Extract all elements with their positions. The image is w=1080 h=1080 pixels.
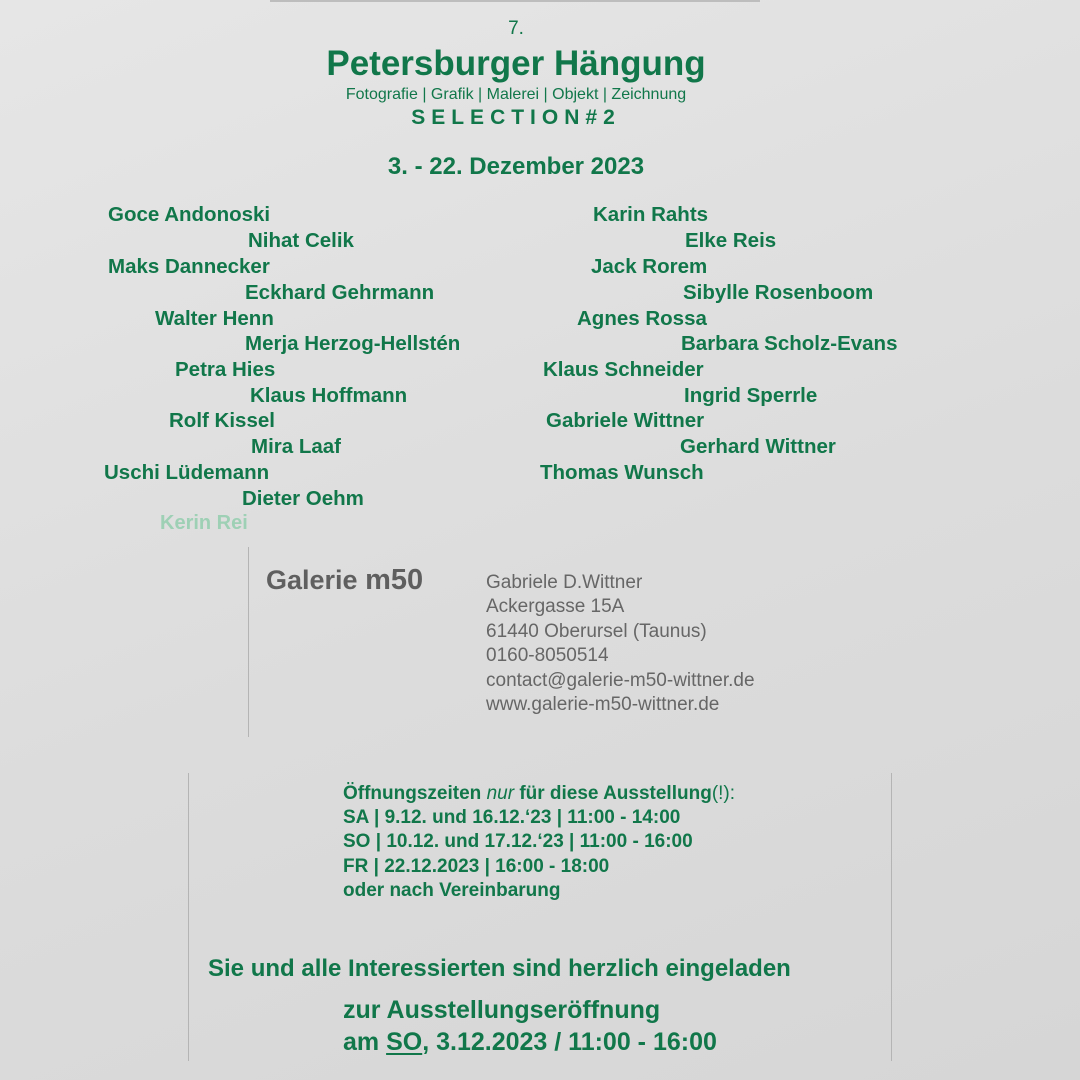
- opening-day: SO: [386, 1028, 423, 1056]
- artist-name: Walter Henn: [155, 307, 274, 330]
- opening-line-2: [343, 1028, 717, 1057]
- artist-name: Nihat Celik: [248, 229, 354, 252]
- hours-heading-c: für diese Ausstellung: [519, 783, 712, 804]
- gallery-city: 61440 Oberursel (Taunus): [486, 621, 707, 642]
- artist-name: Gerhard Wittner: [680, 435, 836, 458]
- artist-name: Gabriele Wittner: [546, 409, 705, 432]
- artist-name: Maks Dannecker: [108, 255, 270, 278]
- hours-heading-b: nur: [486, 783, 515, 804]
- gallery-logo-suffix: m50: [365, 564, 424, 596]
- exhibition-dates: 3. - 22. Dezember 2023: [387, 153, 645, 180]
- artist-name: Klaus Hoffmann: [250, 384, 408, 407]
- artist-name: Sibylle Rosenboom: [683, 281, 874, 304]
- artist-name: Agnes Rossa: [577, 307, 707, 330]
- artist-name: Klaus Schneider: [543, 358, 704, 381]
- artist-name: Mira Laaf: [251, 435, 341, 458]
- artist-name: Merja Herzog-Hellstén: [245, 332, 461, 355]
- gallery-owner: Gabriele D.Wittner: [486, 572, 643, 593]
- artist-name: Karin Rahts: [593, 203, 709, 226]
- edition-number: 7.: [508, 18, 524, 39]
- hours-friday: FR | 22.12.2023 | 16:00 - 18:00: [343, 856, 610, 877]
- artist-name: Dieter Oehm: [242, 487, 364, 510]
- exhibition-title: Petersburger Hängung: [326, 44, 706, 83]
- artist-name: Petra Hies: [175, 358, 276, 381]
- artist-name: Uschi Lüdemann: [104, 461, 270, 484]
- opening-line-1: zur Ausstellungseröffnung: [343, 996, 661, 1024]
- gallery-logo: [266, 564, 423, 597]
- gallery-phone: 0160-8050514: [486, 645, 609, 666]
- gallery-divider: [248, 547, 249, 737]
- hours-heading-d: (!):: [711, 783, 736, 804]
- opening-prefix: am: [343, 1028, 380, 1056]
- hours-saturday: SA | 9.12. und 16.12.‘23 | 11:00 - 14:00: [343, 807, 681, 828]
- hours-heading-a: Öffnungszeiten: [343, 783, 482, 804]
- artist-name: Goce Andonoski: [108, 203, 271, 226]
- selection-label: SELECTION#2: [411, 106, 621, 129]
- gallery-email[interactable]: contact@galerie-m50-wittner.de: [486, 670, 755, 691]
- gallery-website[interactable]: www.galerie-m50-wittner.de: [486, 694, 720, 715]
- cut-off-artist-fragment: Kerin Rei: [160, 512, 248, 534]
- opening-datetime: , 3.12.2023 / 11:00 - 16:00: [422, 1028, 717, 1056]
- artist-name: Thomas Wunsch: [540, 461, 704, 484]
- gallery-logo-name: Galerie: [266, 565, 358, 595]
- artist-name: Elke Reis: [685, 229, 777, 252]
- artist-name: Ingrid Sperrle: [684, 384, 818, 407]
- artist-name: Jack Rorem: [591, 255, 708, 278]
- artist-name: Rolf Kissel: [169, 409, 275, 432]
- top-divider: [270, 0, 760, 2]
- genres-line: Fotografie | Grafik | Malerei | Objekt | Zeichnung: [345, 86, 687, 103]
- hours-divider-right: [891, 773, 892, 1061]
- artist-name: Eckhard Gehrmann: [245, 281, 435, 304]
- hours-heading: [343, 782, 735, 807]
- artist-name: Barbara Scholz-Evans: [681, 332, 898, 355]
- hours-sunday: SO | 10.12. und 17.12.‘23 | 11:00 - 16:00: [343, 831, 693, 852]
- hours-divider-left: [188, 773, 189, 1061]
- hours-appointment: oder nach Vereinbarung: [343, 880, 561, 901]
- gallery-street: Ackergasse 15A: [486, 596, 625, 617]
- invitation-text: Sie und alle Interessierten sind herzlich eingeladen: [208, 955, 791, 982]
